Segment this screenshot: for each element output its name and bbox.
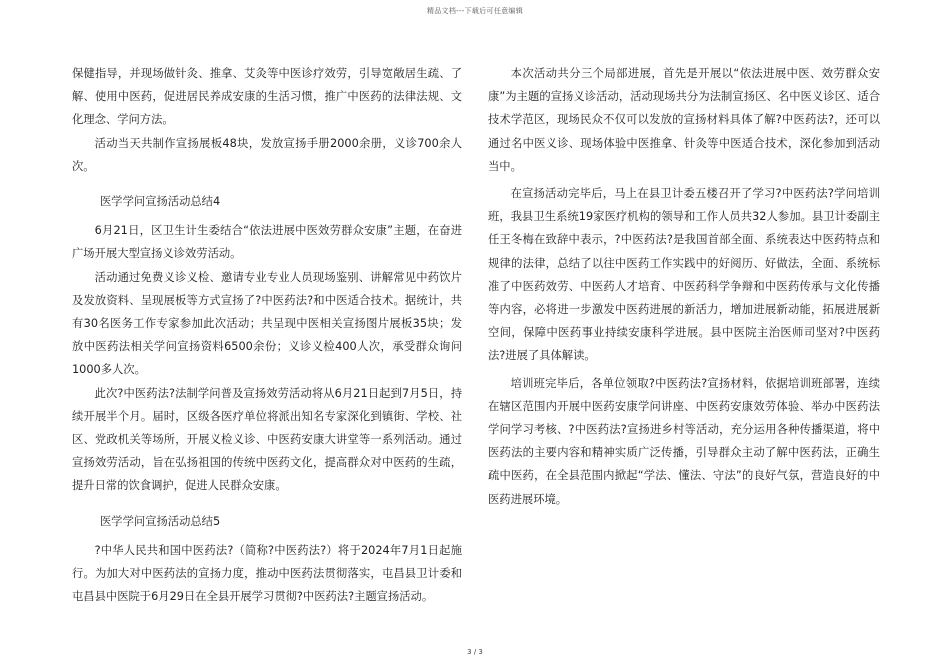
- left-column: [72, 62, 462, 608]
- paragraph: 活动通过免费义诊义检、邀请专业专业人员现场鉴别、讲解常见中药饮片及发放资料、呈现展板等方式宣扬了?中医药法?和中医适合技术。据统计，共有30名医务工作专家参加此次活动；共呈现中医相关宣扬图片展板35块；发放中医药法相关学问宣扬资料6500余份；义诊义检400人次，承受群众询问1000多人次。: [72, 270, 462, 377]
- paragraph: 本次活动共分三个局部进展，首先是开展以“依法进展中医、效劳群众安康”为主题的宣扬义诊活动，活动现场共分为法制宣扬区、名中医义诊区、适合技术学范区，现场民众不仅可以发放的宣扬材料具体了解?中医药法?，还可以通过名中医义诊、现场体验中医推拿、针灸等中医适合技术，深化参加到活动当中。: [488, 67, 880, 173]
- section-title: 医学学问宣扬活动总结4: [100, 195, 221, 209]
- right-column: [488, 62, 880, 511]
- paragraph: 培训班完毕后，各单位领取?中医药法?宣扬材料，依据培训班部署，连续在辖区范围内开展中医药安康学问讲座、中医药安康效劳体验、举办中医药法学问学习考核、?中医药法?宣扬进乡村等活动，充分运用各种传播渠道，将中医药法的主要内容和精神实质广泛传播，引导群众主动了解中医药法，正确生疏中医药，在全县范围内掀起“学法、懂法、守法”的良好气氛，营造良好的中医药进展环境。: [488, 376, 880, 506]
- page-number: 3 / 3: [467, 648, 483, 656]
- paragraph: 活动当天共制作宣扬展板48块，发放宣扬手册2000余册，义诊700余人次。: [72, 136, 462, 173]
- paragraph: 此次?中医药法?法制学问普及宣扬效劳活动将从6月21日起到7月5日，持续开展半个月。届时，区级各医疗单位将派出知名专家深化到镇街、学校、社区、党政机关等场所，开展义检义诊、中医药安康大讲堂等一系列活动。通过宣扬效劳活动，旨在弘扬祖国的传统中医药文化，提高群众对中医药的生疏，提升日常的饮食调护，促进人民群众安康。: [72, 386, 462, 493]
- page-header: 精品文档---下载后可任意编辑: [426, 7, 524, 15]
- paragraph: ?中华人民共和国中医药法?（简称?中医药法?）将于2024年7月1日起施行。为加大对中医药法的宣扬力度，推动中医药法贯彻落实，屯昌县卫计委和屯昌县中医院于6月29日在全县开展学习贯彻?中医药法?主题宣扬活动。: [72, 543, 462, 604]
- paragraph: 在宣扬活动完毕后，马上在县卫计委五楼召开了学习?中医药法?学问培训班，我县卫生系统19家医疗机构的领导和工作人员共32人参加。县卫计委副主任王冬梅在致辞中表示，?中医药法?是我国首部全面、系统表达中医药特点和规律的法律，总结了以往中医药工作实践中的好阅历、好做法，全面、系统标准了中医药效劳、中医药人才培育、中医药科学争辩和中医药传承与文化传播等内容，必将进一步激发中医药进展的新活力，增加进展新动能，拓展进展新空间，保障中医药事业持续安康科学进展。县中医院主治医师司坚对?中医药法?进展了具体解读。: [488, 187, 880, 363]
- paragraph: 保健指导，并现场做针灸、推拿、艾灸等中医诊疗效劳，引导宽敞居生疏、了解、使用中医药，促进居民养成安康的生活习惯，推广中医药的法律法规、文化理念、学问方法。: [72, 67, 462, 127]
- paragraph: 6月21日，区卫生计生委结合“依法进展中医效劳群众安康”主题，在奋进广场开展大型宣扬义诊效劳活动。: [72, 224, 462, 261]
- section-title: 医学学问宣扬活动总结5: [100, 514, 221, 528]
